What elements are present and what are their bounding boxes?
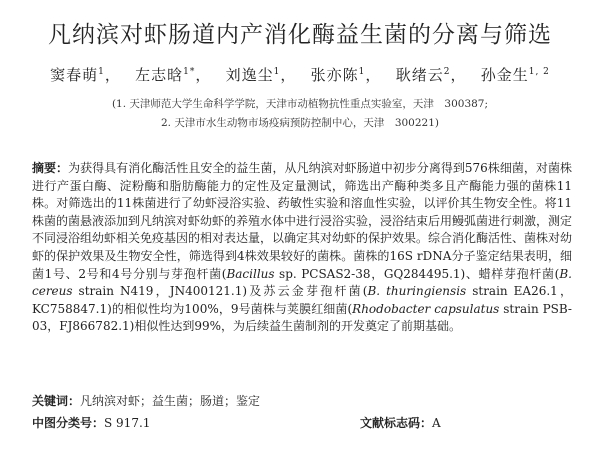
clc-value: S 917.1 bbox=[104, 416, 151, 430]
doc-code-label: 文献标志码： bbox=[360, 416, 433, 430]
author-name: 窦春萌 bbox=[50, 66, 99, 84]
document-code bbox=[360, 414, 441, 431]
author-affiliation-mark: 1, 2 bbox=[528, 67, 550, 77]
abstract-text: sp. PCSAS2-38，GQ284495.1)、蜡样芽孢杆菌( bbox=[274, 266, 560, 281]
author-affiliation-mark: 1 bbox=[273, 67, 281, 77]
abstract-label: 摘要： bbox=[32, 161, 69, 175]
author-name: 左志晗 bbox=[135, 66, 184, 84]
author-name: 孙金生 bbox=[480, 66, 529, 84]
abstract-text: strain EA26.1，KC758847.1)的相似性均为100%，9号菌株与荚膜红细菌( bbox=[32, 284, 572, 316]
doc-code-value: A bbox=[432, 416, 441, 430]
author-name: 耿绪云 bbox=[395, 66, 444, 84]
affiliation-line: (1. 天津师范大学生命科学学院，天津市动植物抗性重点实验室，天津 300387; bbox=[111, 98, 489, 110]
author-affiliation-mark: 2 bbox=[443, 67, 451, 77]
author-name: 张亦陈 bbox=[310, 66, 359, 84]
paper-title: 凡纳滨对虾肠道内产消化酶益生菌的分离与筛选 bbox=[48, 22, 552, 48]
author-name: 刘逸尘 bbox=[225, 66, 274, 84]
abstract-text: strain N419，JN400121.1)及苏云金芽孢杆菌( bbox=[72, 284, 368, 299]
keywords bbox=[32, 392, 572, 409]
affiliation-line: 2. 天津市水生动物市场疫病预防控制中心，天津 300221) bbox=[160, 117, 440, 129]
author-affiliation-mark: 1 bbox=[98, 67, 105, 77]
abstract-text: 为获得具有消化酶活性且安全的益生菌，从凡纳滨对虾肠道中初步分离得到576株细菌，对菌株进行产蛋白酶、淀粉酶和脂肪酶能力的定性及定量测试，筛选出产酶种类多且产酶能力强的菌株11株。对筛选出的11株菌进行了幼虾浸浴实验、药敏性实验和溶血性实验，以评价其生物安全性。将11株菌的菌悬液添加到凡纳滨对虾幼虾的养殖水体中进行浸浴实验，浸浴结束后用鳗弧菌进行刺激，测定不同浸浴组幼虾相关免疫基因的相对表达量，以确定其对幼虾的保护效果。综合消化酶活性、菌株对幼虾的保护效果及生物安全性，筛选得到4株效果较好的菌株。菌株的16S rDNA分子鉴定结果表明，细菌1号、2号和4号分别与芽孢杆菌( bbox=[32, 161, 573, 281]
author-affiliation-mark: 1 bbox=[358, 67, 366, 77]
abstract bbox=[32, 160, 572, 336]
author-affiliation-mark: 1* bbox=[183, 67, 196, 77]
author-list: 窦春萌$^1$， 左志晗$^{1*}$， 刘逸尘$^1$， 张亦陈$^1$， 耿绪云$^2$， 孙金生$^{1, 2}$ bbox=[50, 66, 550, 84]
keywords-text: 凡纳滨对虾；益生菌；肠道；鉴定 bbox=[80, 394, 261, 408]
abstract-species-name: Bacillus bbox=[226, 266, 275, 281]
classification-number bbox=[32, 414, 150, 431]
abstract-text: strain PSB-03，FJ866782.1)相似性达到99%，为后续益生菌制剂的开发奠定了前期基础。 bbox=[32, 301, 572, 334]
keywords-label: 关键词： bbox=[32, 394, 81, 408]
abstract-species-name: B. thuringiensis bbox=[367, 284, 467, 299]
abstract-species-name: B. cereus bbox=[32, 266, 572, 299]
abstract-species-name: Rhodobacter capsulatus bbox=[352, 301, 500, 316]
clc-label: 中图分类号： bbox=[32, 416, 105, 430]
